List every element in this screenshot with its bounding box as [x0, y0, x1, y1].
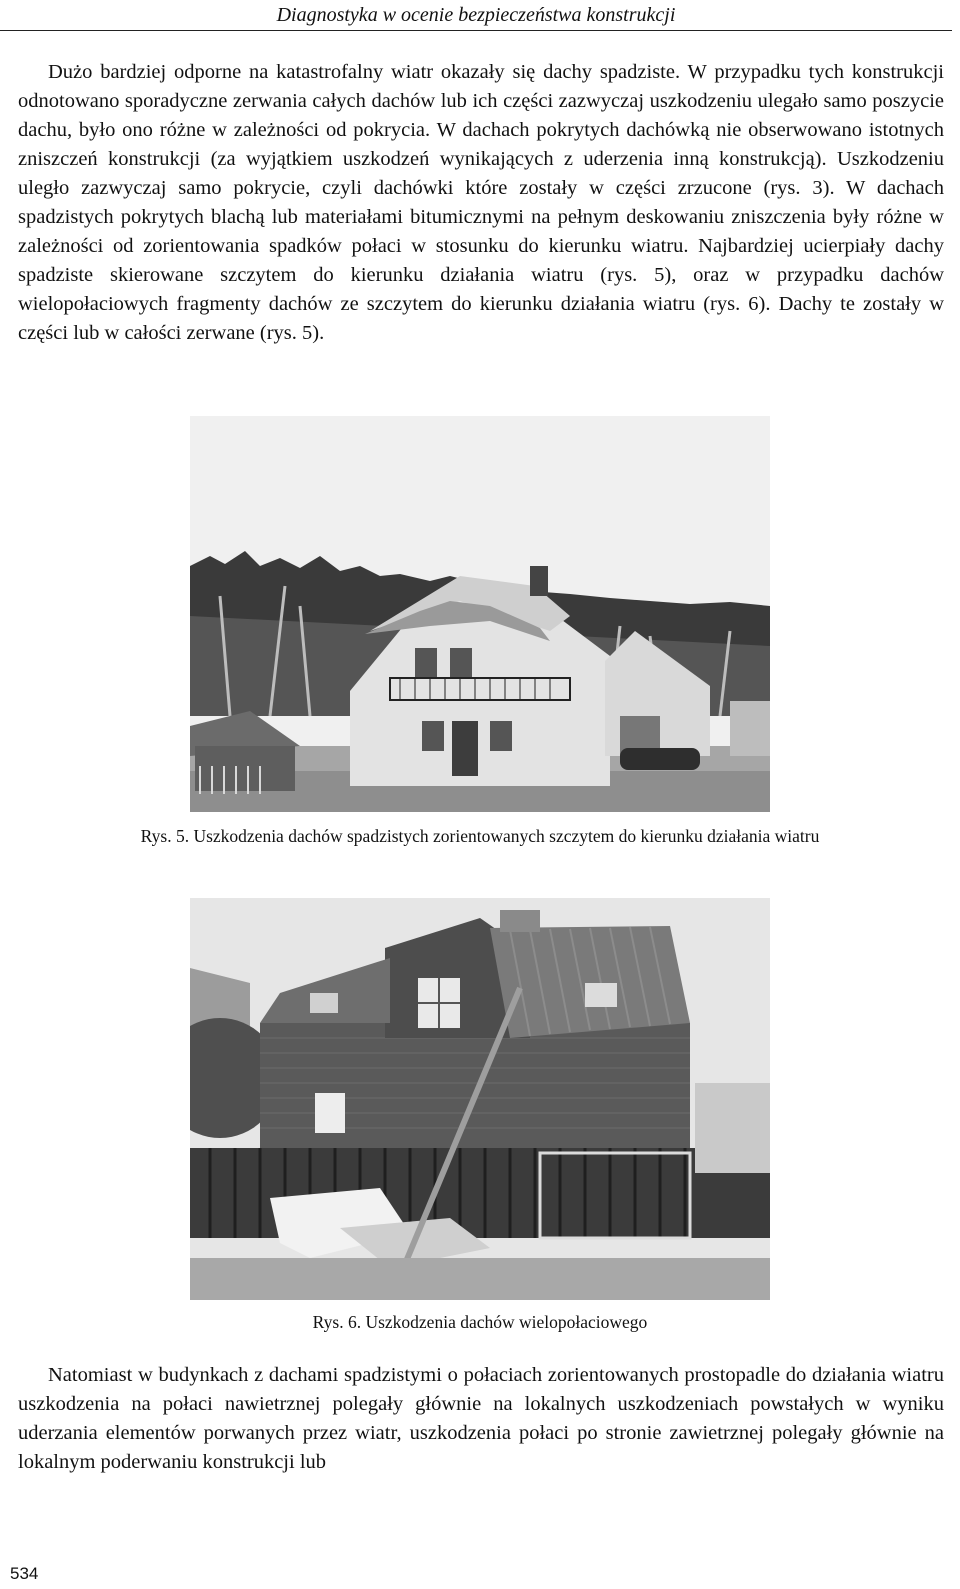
running-title: Diagnostyka w ocenie bezpieczeństwa konstrukcji [276, 4, 676, 26]
figure-6-caption: Rys. 6. Uszkodzenia dachów wielopołaciowego [312, 1312, 648, 1332]
figure-5-photo [190, 416, 770, 812]
figure-6-photo [190, 898, 770, 1300]
running-header [0, 0, 952, 31]
page-number: 534 [10, 1564, 39, 1583]
body-paragraph-2: Natomiast w budynkach z dachami spadzistymi o połaciach zorientowanych prostopadle do działania wiatru uszkodzenia na połaci nawietrznej polegały głównie na lokalnych uszkodzeniach powstałych w wyniku uderzania elementów porwanych przez wiatr, uszkodzenia połaci po stronie zawietrznej polegały głównie na lokalnym poderwaniu konstrukcji lub [18, 1364, 944, 1473]
body-paragraph-1: Dużo bardziej odporne na katastrofalny wiatr okazały się dachy spadziste. W przypadku tych konstrukcji odnotowano sporadyczne zerwania całych dachów lub ich części zazwyczaj uszkodzeniu ulegało samo poszycie dachu, było ono różne w zależności od pokrycia. W dachach pokrytych dachówką nie obserwowano istotnych zniszczeń konstrukcji (za wyjątkiem uszkodzeń wynikających z uderzenia inną konstrukcją). Uszkodzeniu uległo zazwyczaj samo pokrycie, czyli dachówki które zostały w części zrzucone (rys. 3). W dachach spadzistych pokrytych blachą lub materiałami bitumicznymi na pełnym deskowaniu zniszczenia były różne w zależności od zorientowania spadków połaci w stosunku do kierunku wiatru. Najbardziej ucierpiały dachy spadziste skierowane szczytem do kierunku działania wiatru (rys. 5), oraz w przypadku dachów wielopołaciowych fragmenty dachów ze szczytem do kierunku działania wiatru (rys. 6). Dachy te zostały w części lub w całości zerwane (rys. 5). [18, 61, 944, 344]
figure-5-caption: Rys. 5. Uszkodzenia dachów spadzistych zorientowanych szczytem do kierunku działania wiatru [140, 826, 820, 846]
